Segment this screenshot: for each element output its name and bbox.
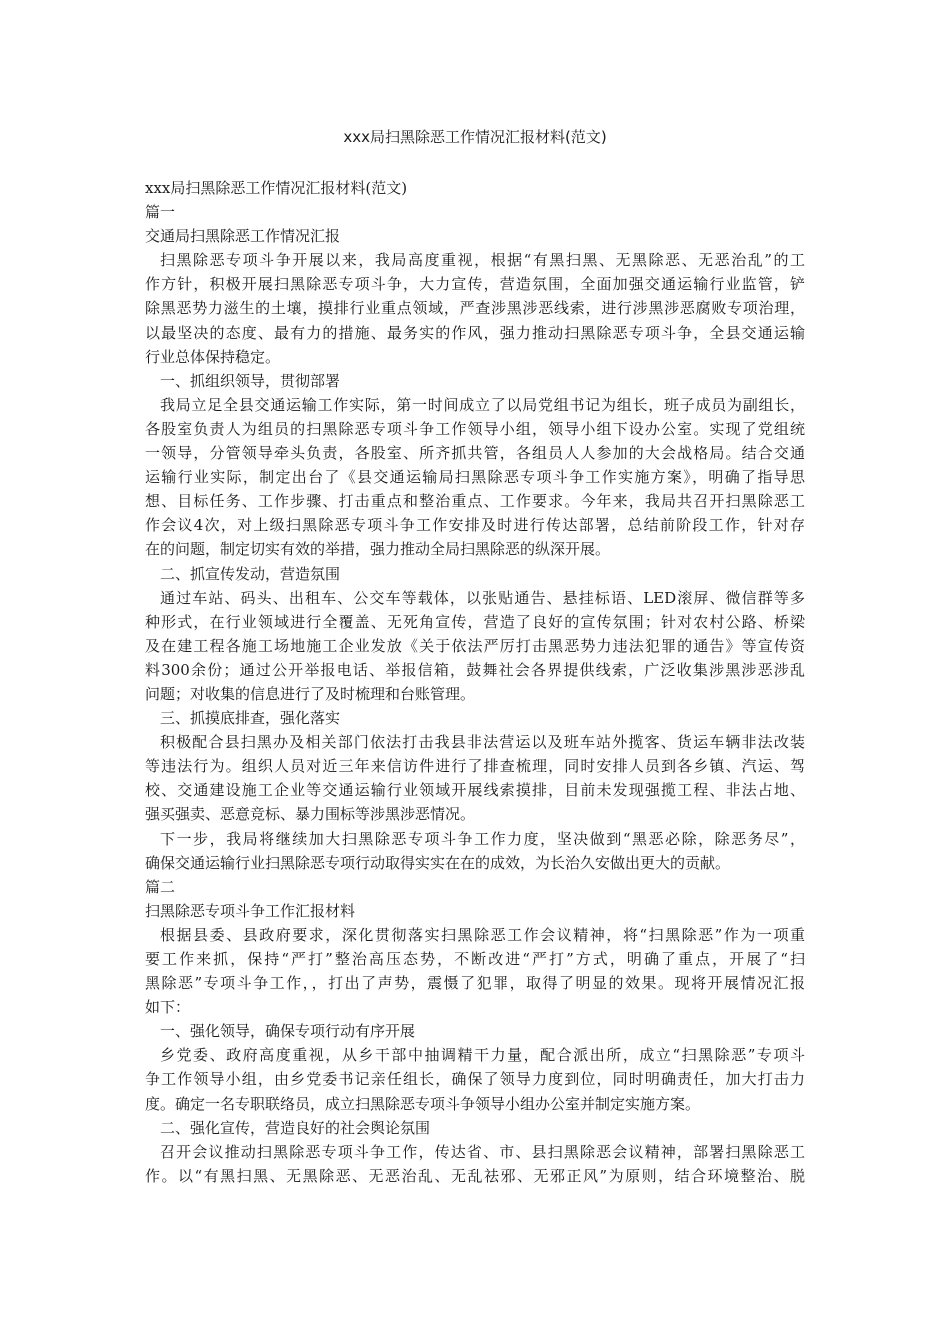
body-line: 交通局扫黑除恶工作情况汇报: [145, 227, 341, 246]
document-title: xxx局扫黑除恶工作情况汇报材料(范文): [343, 128, 607, 146]
body-line: 二、强化宣传，营造良好的社会舆论氛围: [160, 1118, 431, 1137]
body-line: 作。以“有黑扫黑、无黑除恶、无恶治乱、无乱祛邪、无邪正风”为原则，结合环境整治、脱: [145, 1166, 805, 1185]
body-line: 篇一: [145, 203, 176, 222]
body-line: 乡党委、政府高度重视，从乡干部中抽调精干力量，配合派出所，成立“扫黑除恶”专项斗: [160, 1046, 805, 1065]
body-line: 一、抓组织领导，贯彻部署: [160, 371, 341, 390]
body-line: 如下：: [145, 998, 191, 1017]
body-line: 作会议4次，对上级扫黑除恶专项斗争工作安排及时进行传达部署，总结前阶段工作，针对存: [145, 516, 805, 535]
body-line: 料300余份；通过公开举报电话、举报信箱，鼓舞社会各界提供线索，广泛收集涉黑涉恶涉乱: [145, 660, 805, 679]
body-line: 篇二: [145, 877, 176, 896]
body-line: 确保交通运输行业扫黑除恶专项行动取得实实在在的成效，为长治久安做出更大的贡献。: [145, 853, 731, 872]
body-line: 要工作来抓，保持“严打”整治高压态势，不断改进“严打”方式，明确了重点，开展了“扫: [145, 950, 805, 968]
body-line: 强买强卖、恶意竞标、暴力围标等涉黑涉恶情况。: [145, 805, 476, 824]
body-line: xxx局扫黑除恶工作情况汇报材料(范文): [145, 179, 408, 197]
body-line: 等违法行为。组织人员对近三年来信访件进行了排查梳理，同时安排人员到各乡镇、汽运、驾: [145, 757, 805, 776]
body-line: 想、目标任务、工作步骤、打击重点和整治重点、工作要求。今年来，我局共召开扫黑除恶工: [145, 492, 805, 511]
body-line: 二、抓宣传发动，营造氛围: [160, 564, 341, 583]
body-line: 各股室负责人为组员的扫黑除恶专项斗争工作领导小组，领导小组下设办公室。实现了党组统: [145, 419, 805, 438]
body-line: 种形式，在行业领域进行全覆盖、无死角宣传，营造了良好的宣传氛围；针对农村公路、桥梁: [145, 612, 805, 631]
body-line: 黑除恶”专项斗争工作，，打出了声势，震慑了犯罪，取得了明显的效果。现将开展情况汇报: [145, 974, 805, 993]
body-line: 在的问题，制定切实有效的举措，强力推动全局扫黑除恶的纵深开展。: [145, 540, 611, 559]
body-line: 作方针，积极开展扫黑除恶专项斗争，大力宣传，营造氛围，全面加强交通运输行业监管，铲: [145, 275, 805, 294]
body-line: 争工作领导小组，由乡党委书记亲任组长，确保了领导力度到位，同时明确责任，加大打击力: [145, 1070, 805, 1089]
body-line: 以最坚决的态度、最有力的措施、最务实的作风，强力推动扫黑除恶专项斗争，全县交通运输: [145, 323, 805, 342]
body-line: 扫黑除恶专项斗争工作汇报材料: [145, 901, 356, 920]
body-line: 一、强化领导，确保专项行动有序开展: [160, 1022, 416, 1041]
body-line: 我局立足全县交通运输工作实际，第一时间成立了以局党组书记为组长，班子成员为副组长，: [160, 395, 805, 414]
body-line: 积极配合县扫黑办及相关部门依法打击我县非法营运以及班车站外揽客、货运车辆非法改装: [160, 733, 805, 752]
body-line: 根据县委、县政府要求，深化贯彻落实扫黑除恶工作会议精神，将“扫黑除恶”作为一项重: [160, 925, 805, 944]
document-body: [145, 176, 805, 1188]
body-line: 校、交通建设施工企业等交通运输行业领域开展线索摸排，目前未发现强揽工程、非法占地、: [145, 781, 805, 800]
body-line: 问题；对收集的信息进行了及时梳理和台账管理。: [145, 684, 476, 703]
body-line: 除黑恶势力滋生的土壤，摸排行业重点领域，严查涉黑涉恶线索，进行涉黑涉恶腐败专项治理，: [145, 299, 805, 318]
body-line: 运输行业实际，制定出台了《县交通运输局扫黑除恶专项斗争工作实施方案》，明确了指导思: [145, 468, 805, 487]
body-line: 召开会议推动扫黑除恶专项斗争工作，传达省、市、县扫黑除恶会议精神，部署扫黑除恶工: [160, 1142, 805, 1161]
body-line: 一领导，分管领导牵头负责，各股室、所齐抓共管，各组员人人参加的大会战格局。结合交通: [145, 444, 805, 463]
body-line: 下一步，我局将继续加大扫黑除恶专项斗争工作力度，坚决做到“黑恶必除，除恶务尽”，: [160, 829, 805, 848]
body-line: 扫黑除恶专项斗争开展以来，我局高度重视，根据“有黑扫黑、无黑除恶、无恶治乱”的工: [160, 251, 805, 270]
body-line: 三、抓摸底排查，强化落实: [160, 709, 341, 728]
body-line: 及在建工程各施工场地施工企业发放《关于依法严厉打击黑恶势力违法犯罪的通告》等宣传资: [145, 636, 805, 655]
body-line: 度。确定一名专职联络员，成立扫黑除恶专项斗争领导小组办公室并制定实施方案。: [145, 1094, 701, 1113]
body-line: 通过车站、码头、出租车、公交车等载体，以张贴通告、悬挂标语、LED滚屏、微信群等多: [160, 588, 805, 607]
body-line: 行业总体保持稳定。: [145, 347, 281, 366]
